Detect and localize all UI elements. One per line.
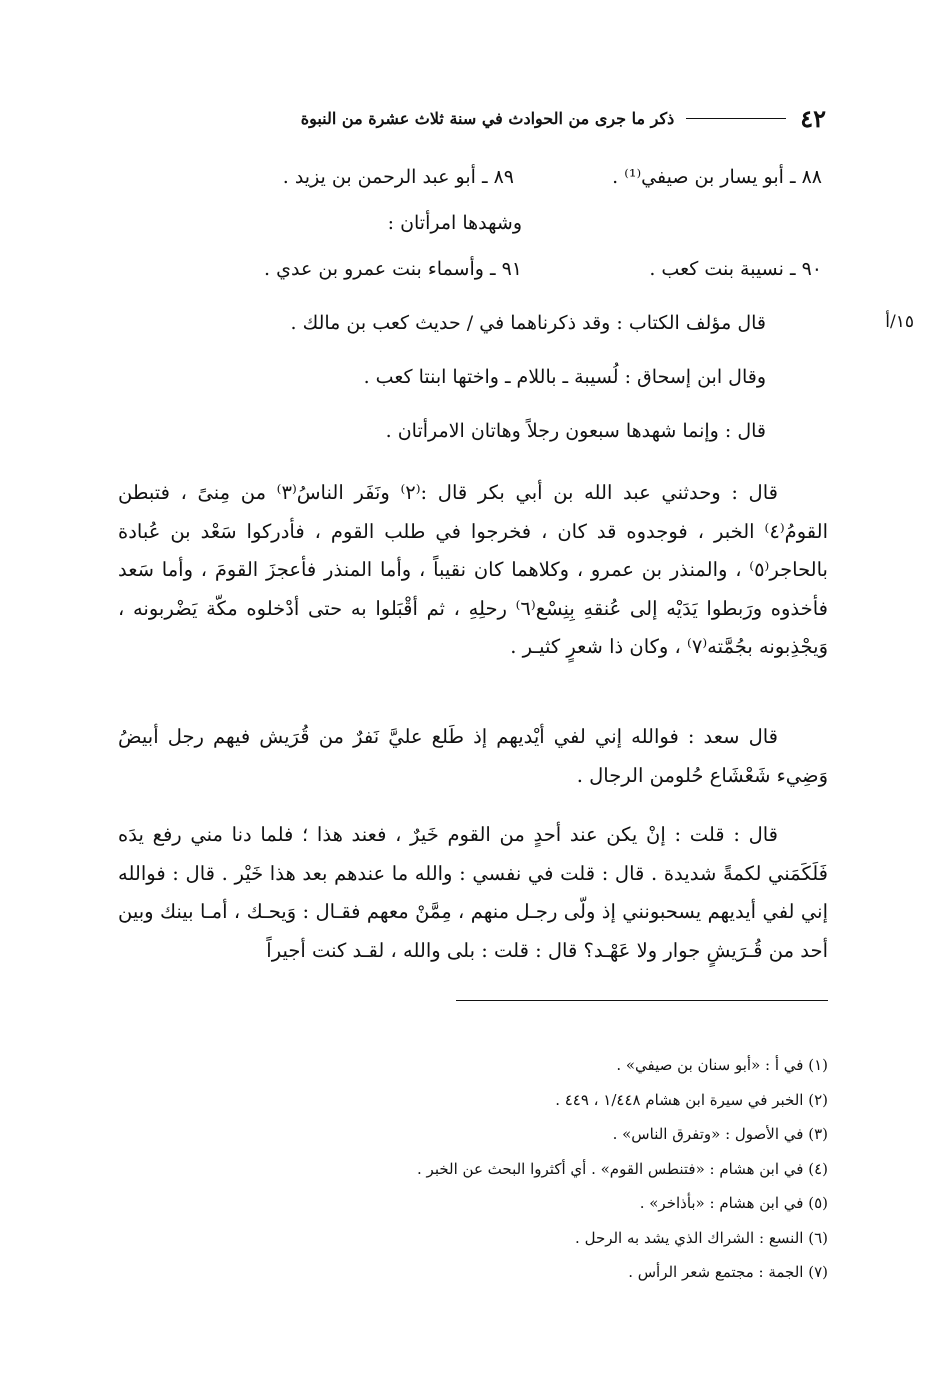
folio-margin-note: ١٥/أ bbox=[885, 312, 914, 332]
footnote-6: (٦) النسع : الشراك الذي يشد به الرحل . bbox=[575, 1228, 828, 1247]
women-intro: وشهدها امرأتان : bbox=[387, 212, 522, 234]
ibn-ishaq-line: وقال ابن إسحاق : لُسيبة ـ باللام ـ واختها ابنتا كعب . bbox=[363, 366, 766, 388]
paragraph-abdullah: قال : وحدثني عبد الله بن أبي بكر قال :⁽٢⁾ ونَفَر الناسُ⁽٣⁾ من مِنىً ، فتبطن القومُ⁽٤⁾ الخبر ، فوجدوه قد كان ، فخرجوا في طلب القوم ، فأدركوا سَعْد بن عُبادة بالحاجر⁽٥⁾ ، والمنذر بن عمرو ، وكلاهما كان نقيباً ، وأما المنذر فأعجزَ القومَ ، وأما سَعد فأخذوه ورَبطوا يَدَيْه إلى عُنقهِ بِنِسْع⁽٦⁾ رحلِهِ ، ثم أقْبَلوا به حتى أدْخلوه مكّة يَضْربونه ، وَيجْذِبونه بجُمَّته⁽٧⁾ ، وكان ذا شعرٍ كثيـر . bbox=[118, 481, 828, 658]
page-number: ٤٢ bbox=[800, 103, 826, 133]
footnote-1: (١) في أ : «أبو سنان بن صيفي» . bbox=[616, 1056, 828, 1074]
name-89: ٨٩ ـ أبو عبد الرحمن بن يزيد . bbox=[282, 166, 514, 188]
seventy-men-line: قال : وإنما شهدها سبعون رجلاً وهاتان الامرأتان . bbox=[385, 420, 766, 442]
footnote-7: (٧) الجمة : مجتمع شعر الرأس . bbox=[628, 1263, 828, 1281]
footnotes bbox=[118, 1048, 828, 1290]
running-title: ذكر ما جرى من الحوادث في سنة ثلاث عشرة من النبوة bbox=[300, 108, 675, 128]
page-header bbox=[48, 100, 826, 136]
footnote-2: (٢) الخبر في سيرة ابن هشام ١/٤٤٨ ، ٤٤٩ . bbox=[555, 1090, 828, 1109]
paragraph-saad: قال سعد : فوالله إني لفي أيْديهم إذ طَلع عليَّ نَفرٌ من قُرَيش فيهم رجل أبيضُ وَضِيء شَعْشَاع حُلومن الرجال . bbox=[118, 725, 828, 787]
footnote-separator bbox=[456, 1000, 828, 1001]
footnote-3: (٣) في الأصول : «وتفرق الناس» . bbox=[612, 1125, 828, 1143]
footnote-5: (٥) في ابن هشام : «بأذاخر» . bbox=[639, 1194, 828, 1212]
name-88: ٨٨ ـ أبو يسار بن صيفي⁽¹⁾ . bbox=[612, 166, 822, 188]
footnote-4: (٤) في ابن هشام : «فتنطس القوم» . أي أكثروا البحث عن الخبر . bbox=[417, 1159, 828, 1178]
header-rule bbox=[686, 118, 786, 119]
paragraph-qultu: قال : قلت : إنْ يكن عند أحدٍ من القوم خَيرٌ ، فعند هذا ؛ فلما دنا مني رفع يدَه فَلَكَمَني لكمةً شديدة . قال : قلت في نفسي : والله ما عندهم بعد هذا خَيْر . قال : فوالله إني لفي أيديهم يسحبونني إذ ولّى رجـل منهم ، مِمَّنْ معهم فقـال : وَيحـك ، أمـا بينك وبين أحد من قُـرَيشٍ جوار ولا عَهْـد؟ قال : قلت : بلى والله ، لقـد كنت أجيراً bbox=[118, 823, 828, 962]
name-90: ٩٠ ـ نسيبة بنت كعب . bbox=[649, 258, 822, 280]
name-91: ٩١ ـ وأسماء بنت عمرو بن عدي . bbox=[264, 258, 522, 280]
author-note-line: قال مؤلف الكتاب : وقد ذكرناهما في / حديث كعب بن مالك . bbox=[290, 312, 766, 334]
